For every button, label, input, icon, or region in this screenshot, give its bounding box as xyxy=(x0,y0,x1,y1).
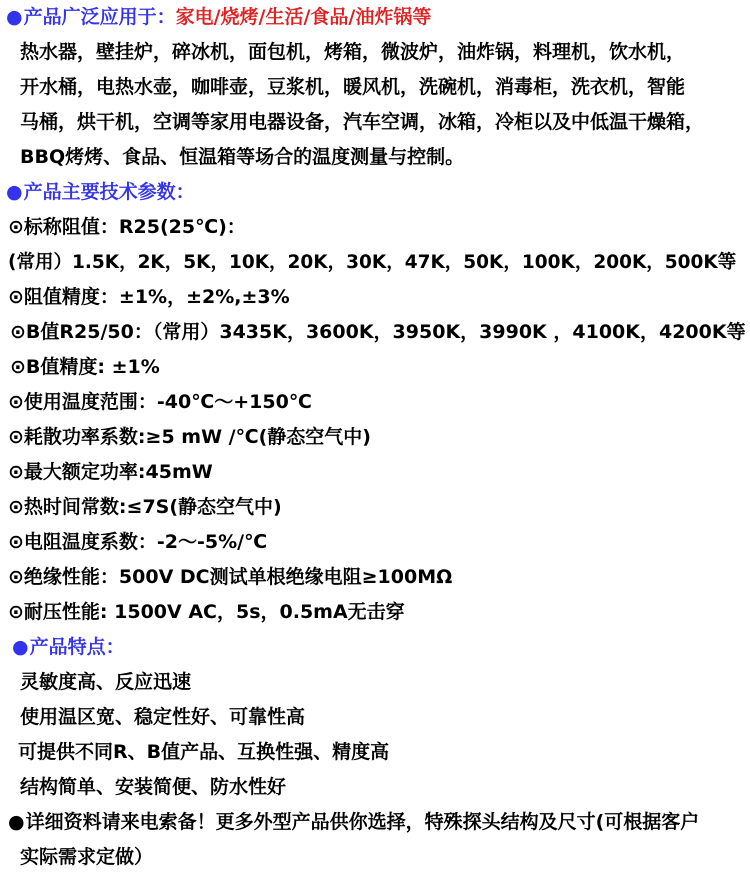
spec-item: ⊙B值R25/50：（常用）3435K，3600K，3950K，3990K ，4100K，4200K等 xyxy=(10,321,746,343)
applications-highlight: 家电/烧烤/生活/食品/油炸锅等 xyxy=(175,6,432,28)
note-line-1 xyxy=(8,805,699,840)
bullet-icon: ● xyxy=(6,181,23,203)
note-text-1: 详细资料请来电索备！更多外型产品供你选择，特殊探头结构及尺寸(可根据客户 xyxy=(25,811,700,833)
spec-item: ⊙耐压性能: 1500V AC，5s，0.5mA无击穿 xyxy=(8,601,405,623)
applications-line-3: 马桶，烘干机，空调等家用电器设备，汽车空调，冰箱，冷柜以及中低温干燥箱， xyxy=(20,111,705,133)
applications-line-1: 热水器，壁挂炉，碎冰机，面包机，烤箱，微波炉，油炸锅，料理机，饮水机， xyxy=(20,41,686,63)
features-title: 产品特点： xyxy=(29,636,125,658)
spec-item: ⊙耗散功率系数:≥5 mW /℃(静态空气中) xyxy=(8,426,371,448)
feature-item: 灵敏度高、反应迅速 xyxy=(20,671,192,693)
spec-item: ⊙使用温度范围：-40℃～+150℃ xyxy=(8,391,312,413)
bullet-icon: ● xyxy=(12,636,29,658)
bullet-icon: ● xyxy=(8,811,25,833)
applications-title: 产品广泛应用于： xyxy=(23,6,176,28)
spec-item: ⊙电阻温度系数：-2～-5%/℃ xyxy=(8,531,268,553)
feature-item: 结构简单、安装简便、防水性好 xyxy=(20,776,287,798)
spec-item: ⊙热时间常数:≤7S(静态空气中) xyxy=(8,496,282,518)
specs-header xyxy=(6,175,195,210)
feature-item: 使用温区宽、稳定性好、可靠性高 xyxy=(20,706,306,728)
applications-line-2: 开水桶，电热水壶，咖啡壶，豆浆机，暖风机，洗碗机，消毒柜，洗衣机，智能 xyxy=(20,76,686,98)
note-line-2: 实际需求定做） xyxy=(20,846,154,868)
spec-item: ⊙标称阻值：R25(25℃)： xyxy=(8,216,246,238)
features-header xyxy=(12,630,125,665)
applications-header xyxy=(6,0,431,35)
specs-title: 产品主要技术参数： xyxy=(23,181,195,203)
spec-item: (常用）1.5K，2K，5K，10K，20K，30K，47K，50K，100K，200K，500K等 xyxy=(8,252,737,273)
spec-item: ⊙B值精度: ±1% xyxy=(10,356,160,378)
spec-item: ⊙最大额定功率:45mW xyxy=(8,461,213,483)
spec-item: ⊙绝缘性能：500V DC测试单根绝缘电阻≥100MΩ xyxy=(8,566,453,588)
feature-item: 可提供不同R、B值产品、互换性强、精度高 xyxy=(18,741,390,763)
applications-line-4: BBQ烤烤、食品、恒温箱等场合的温度测量与控制。 xyxy=(20,146,465,168)
spec-item: ⊙阻值精度：±1%，±2%,±3% xyxy=(8,286,290,308)
bullet-icon: ● xyxy=(6,6,23,28)
